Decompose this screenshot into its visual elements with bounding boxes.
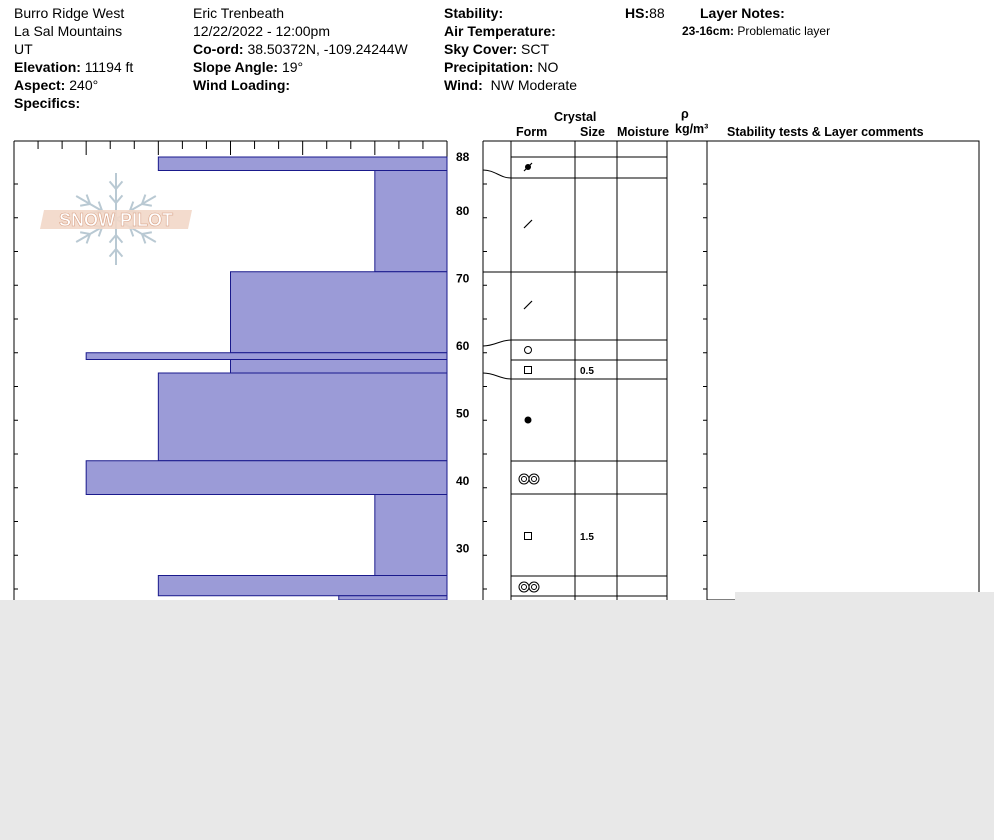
height-tick-label: 50 [456,406,470,421]
crystal-form-faceted [525,533,532,540]
logo-flake-branch [80,232,90,234]
strat-connector [483,170,511,178]
specifics-label: Specifics: [14,95,81,111]
crystal-form-melt-inner-right [532,585,537,590]
layer-note-range: 23-16cm: [682,24,735,38]
height-tick-label: 80 [456,204,470,218]
coordinates [193,40,408,58]
precip-label: Precipitation: [444,59,534,75]
crystal-form-melt-inner-left [522,477,527,482]
observation-datetime: 12/22/2022 - 12:00pm [193,23,330,39]
hardness-bar [231,360,448,374]
location-name: Burro Ridge West [14,5,125,21]
state: UT [14,41,33,57]
precipitation [444,58,558,76]
crystal-size-label: 1.5 [580,532,594,543]
strat-connector [483,340,511,346]
logo-text: SNOW PILOT [59,210,173,230]
crystal-form-melt-outer-left [519,474,529,484]
blank-panel [0,600,994,840]
crystal-form-decomposing [524,301,532,309]
mountain-range: La Sal Mountains [14,23,123,39]
layer-note [682,22,830,40]
wind-value: NW Moderate [490,77,577,93]
hardness-bar [375,495,447,576]
hs-value: 88 [649,5,665,21]
hardness-bar [158,576,447,596]
hs [625,4,665,22]
crystal-form-melt-outer-right [529,582,539,592]
crystal-form-rounded-filled [525,417,532,424]
aspect [14,76,98,94]
crystal-form-melt-outer-right [529,474,539,484]
hardness-bar [231,272,448,353]
height-tick-label: 88 [456,150,470,164]
crystal-header: Crystal [554,110,597,124]
slope-value: 19° [281,59,304,75]
observer-name: Eric Trenbeath [193,5,285,21]
elevation [14,58,133,76]
density-unit-header: kg/m³ [675,122,709,136]
comments-header: Stability tests & Layer comments [727,125,924,139]
height-tick-labels [456,150,470,556]
height-tick-label: 60 [456,339,470,353]
strat-connector [483,373,511,379]
elevation-label: Elevation: [14,59,81,75]
coord-value: 38.50372N, -109.24244W [247,41,408,57]
rho-header: ρ [681,107,689,121]
crystal-form-decomposing [524,220,532,228]
stability-label: Stability: [444,5,504,21]
air-temp-label: Air Temperature: [444,23,556,39]
slope-label: Slope Angle: [193,59,279,75]
hardness-bar [86,461,447,495]
hardness-bar [375,171,447,272]
hardness-bar [158,373,447,461]
crystal-size-label: 0.5 [580,366,594,377]
crystal-form-faceted [525,367,532,374]
sky-label: Sky Cover: [444,41,518,57]
aspect-label: Aspect: [14,77,66,93]
precip-value: NO [537,59,559,75]
elevation-value: 11194 ft [84,59,134,75]
logo-flake-branch [142,232,152,234]
crystal-form-melt-inner-left [522,585,527,590]
moisture-header: Moisture [617,125,670,139]
crystal-form-melt-inner-right [532,477,537,482]
wind-label: Wind: [444,77,483,93]
wind-loading-label: Wind Loading: [193,77,291,93]
form-header: Form [516,125,548,139]
comments-box [707,141,979,600]
hardness-bar [86,353,447,360]
height-tick-label: 40 [456,474,470,488]
hardness-bar [158,157,447,171]
height-tick-label: 70 [456,271,470,286]
height-tick-label: 30 [456,541,470,556]
wind [444,76,577,94]
blank-panel-edge [735,592,994,600]
sky-value: SCT [521,41,550,57]
crystal-form-rounded [525,347,532,354]
logo-flake-branch [80,204,90,206]
layer-notes-label: Layer Notes: [700,5,785,21]
size-header: Size [580,125,606,139]
sky-cover [444,40,549,58]
hs-label: HS: [625,5,650,21]
layer-note-text: Problematic layer [737,24,831,38]
crystal-form-melt-outer-left [519,582,529,592]
stratigraphy-table [483,141,979,600]
snowpilot-logo [40,173,192,265]
slope-angle [193,58,303,76]
coord-label: Co-ord: [193,41,244,57]
logo-flake-branch [142,204,152,206]
aspect-value: 240° [69,77,99,93]
